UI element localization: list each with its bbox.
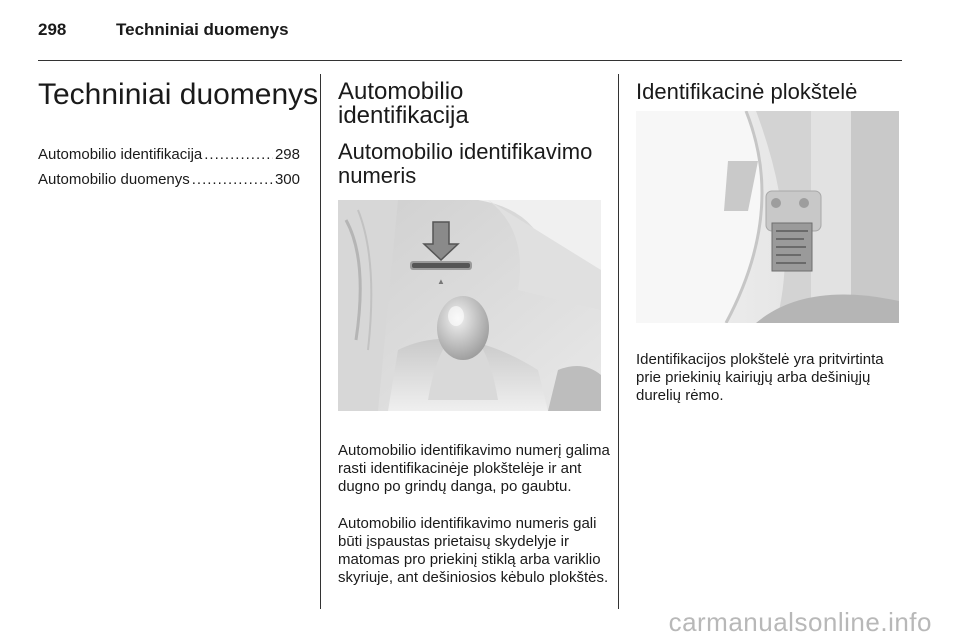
vin-location-paragraph: Automobilio identifikavimo numerį galima rasti identifikacinėje plokštelėje ir ant dugno po grindų danga, po gaubtu. bbox=[338, 442, 610, 495]
toc-entry-page: 298 bbox=[274, 146, 300, 163]
toc-entry-label: Automobilio identifikacija bbox=[38, 146, 203, 163]
vin-location-figure bbox=[338, 200, 601, 411]
vin-location-illustration bbox=[338, 200, 601, 411]
table-of-contents bbox=[38, 146, 300, 196]
vin-stamp-paragraph: Automobilio identifikavimo numeris gali būti įspaustas prietaisų skydelyje ir matomas pro priekinį stiklą arba variklio skyriuje, ant dešiniosios kėbulo plokštės. bbox=[338, 515, 609, 586]
toc-leader-dots bbox=[192, 171, 273, 188]
toc-entry[interactable] bbox=[38, 146, 300, 171]
vehicle-id-column bbox=[338, 68, 606, 188]
header-rule bbox=[38, 60, 902, 61]
id-plate-paragraph: Identifikacijos plokštelė yra pritvirtinta prie priekinių kairiųjų arba dešiniųjų durelių rėmo. bbox=[636, 351, 884, 404]
id-plate-illustration bbox=[636, 111, 899, 323]
section-heading: Identifikacinė plokštelė bbox=[636, 79, 858, 104]
id-plate-column bbox=[636, 68, 906, 104]
page-number: 298 bbox=[38, 20, 67, 39]
section-heading bbox=[338, 80, 606, 128]
watermark: carmanualsonline.info bbox=[668, 607, 932, 637]
toc-entry-page: 300 bbox=[274, 171, 300, 188]
toc-entry-label: Automobilio duomenys bbox=[38, 171, 190, 188]
section-heading-line: Automobilio bbox=[338, 78, 464, 105]
subsection-heading-line: numeris bbox=[338, 163, 417, 188]
toc-leader-dots bbox=[204, 146, 273, 163]
subsection-heading-line: Automobilio identifikavimo bbox=[338, 139, 593, 164]
chapter-title: Techniniai duomenys bbox=[38, 78, 319, 111]
chapter-column bbox=[38, 68, 319, 196]
running-title: Techniniai duomenys bbox=[116, 20, 289, 39]
toc-entry[interactable] bbox=[38, 171, 300, 196]
subsection-heading bbox=[338, 140, 606, 188]
column-divider bbox=[618, 74, 619, 609]
column-divider bbox=[320, 74, 321, 609]
svg-text:▲: ▲ bbox=[437, 277, 445, 286]
id-plate-figure bbox=[636, 111, 899, 323]
section-heading-line: identifikacija bbox=[338, 102, 469, 129]
